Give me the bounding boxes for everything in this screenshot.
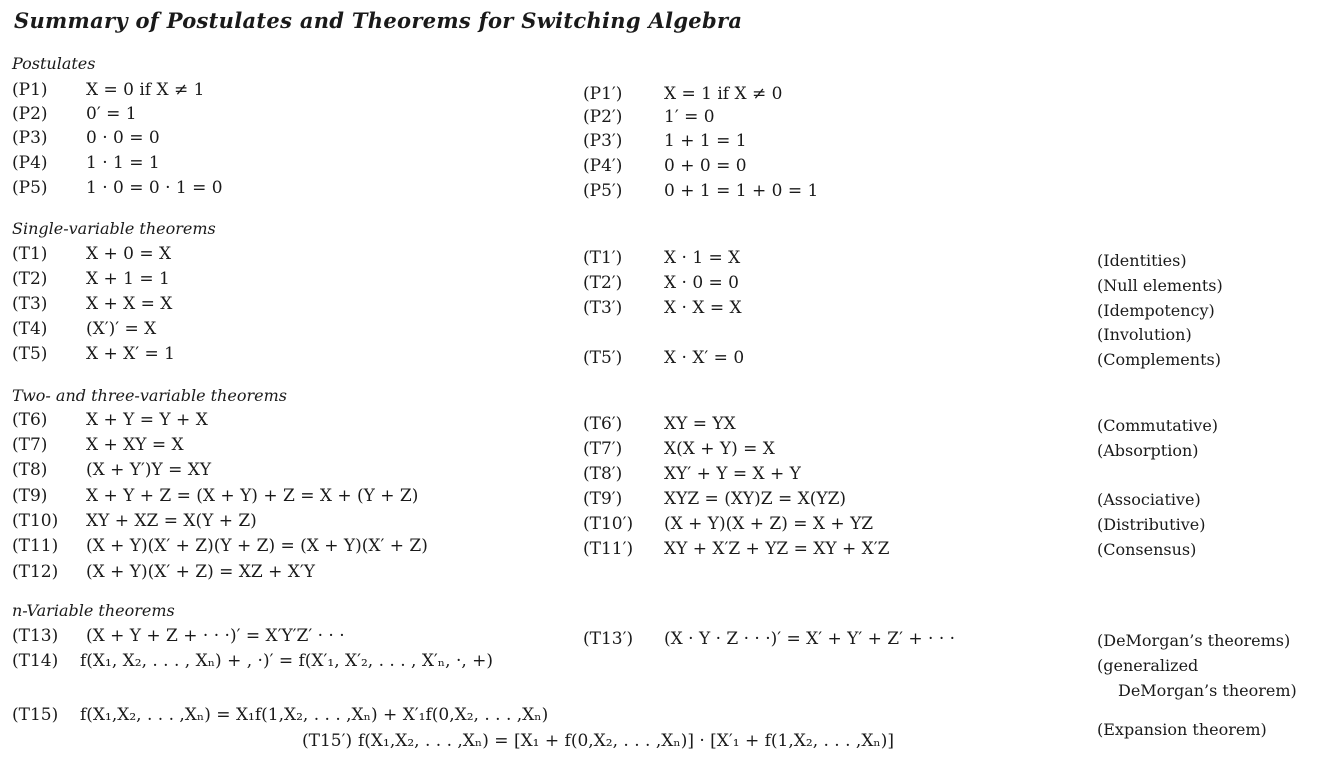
section-heading-two-three-variable: Two- and three-variable theorems xyxy=(12,386,287,405)
theorem-label: (T4) xyxy=(12,319,48,339)
theorem-dual-label: (T11′) xyxy=(583,539,634,559)
theorem-dual-label: (T10′) xyxy=(583,514,634,534)
postulate-label: (P5) xyxy=(12,178,48,198)
theorem-equation: X + 1 = 1 xyxy=(86,269,170,289)
theorem-dual-equation: XY = YX xyxy=(664,414,736,434)
theorem-dual-equation: XY′ + Y = X + Y xyxy=(664,464,801,484)
section-heading-postulates: Postulates xyxy=(12,54,96,73)
theorem-label: (T5) xyxy=(12,344,48,364)
theorem-name: (DeMorgan’s theorems) xyxy=(1097,631,1291,650)
theorem-dual-label: (T2′) xyxy=(583,273,623,293)
theorem-equation: X + Y + Z = (X + Y) + Z = X + (Y + Z) xyxy=(86,486,419,506)
theorem-label: (T11) xyxy=(12,536,59,556)
theorem-name: (Expansion theorem) xyxy=(1097,720,1267,739)
theorem-equation: X + X = X xyxy=(86,294,173,314)
theorem-dual-equation: (X · Y · Z · · ·)′ = X′ + Y′ + Z′ + · · · xyxy=(664,629,956,649)
theorem-dual-label: (T15′) xyxy=(302,731,353,751)
postulate-equation: 1 · 1 = 1 xyxy=(86,153,160,173)
theorem-label: (T9) xyxy=(12,486,48,506)
theorem-label: (T3) xyxy=(12,294,48,314)
theorem-equation: XY + XZ = X(Y + Z) xyxy=(86,511,257,531)
postulate-label: (P2) xyxy=(12,104,48,124)
theorem-equation: (X′)′ = X xyxy=(86,319,157,339)
theorem-name: (Null elements) xyxy=(1097,276,1223,295)
postulate-label: (P4) xyxy=(12,153,48,173)
theorem-label: (T13) xyxy=(12,626,59,646)
theorem-name: (Distributive) xyxy=(1097,515,1206,534)
theorem-name: (Consensus) xyxy=(1097,540,1197,559)
theorem-equation: X + X′ = 1 xyxy=(86,344,175,364)
page-title: Summary of Postulates and Theorems for Switching Algebra xyxy=(14,8,743,33)
postulate-dual-equation: 0 + 1 = 1 + 0 = 1 xyxy=(664,181,819,201)
postulate-equation: 1 · 0 = 0 · 1 = 0 xyxy=(86,178,223,198)
theorem-dual-label: (T7′) xyxy=(583,439,623,459)
postulate-dual-label: (P5′) xyxy=(583,181,623,201)
theorem-name: (Identities) xyxy=(1097,251,1187,270)
theorem-name: (generalized xyxy=(1097,656,1199,675)
theorem-label: (T8) xyxy=(12,460,48,480)
theorem-dual-equation: X · X′ = 0 xyxy=(664,348,745,368)
theorem-dual-equation: (X + Y)(X + Z) = X + YZ xyxy=(664,514,874,534)
theorem-name: (Idempotency) xyxy=(1097,301,1215,320)
theorem-dual-equation: XY + X′Z + YZ = XY + X′Z xyxy=(664,539,890,559)
postulate-dual-label: (P2′) xyxy=(583,107,623,127)
theorem-name: (Associative) xyxy=(1097,490,1201,509)
postulate-dual-label: (P3′) xyxy=(583,131,623,151)
theorem-equation: X + XY = X xyxy=(86,435,184,455)
postulate-dual-equation: 0 + 0 = 0 xyxy=(664,156,747,176)
theorem-label: (T7) xyxy=(12,435,48,455)
theorem-label: (T15) xyxy=(12,705,59,725)
theorem-dual-label: (T13′) xyxy=(583,629,634,649)
theorem-name: (Commutative) xyxy=(1097,416,1219,435)
postulate-label: (P1) xyxy=(12,80,48,100)
theorem-label: (T1) xyxy=(12,244,48,264)
theorem-dual-label: (T5′) xyxy=(583,348,623,368)
theorem-name: (Complements) xyxy=(1097,350,1221,369)
theorem-dual-equation: X · 1 = X xyxy=(664,248,741,268)
theorem-dual-equation: XYZ = (XY)Z = X(YZ) xyxy=(664,489,847,509)
theorem-label: (T14) xyxy=(12,651,59,671)
theorem-dual-equation: X · X = X xyxy=(664,298,742,318)
theorem-dual-label: (T6′) xyxy=(583,414,623,434)
theorem-label: (T2) xyxy=(12,269,48,289)
theorem-equation: f(X₁, X₂, . . . , Xₙ) + , ·)′ = f(X′₁, X′₂, . . . , X′ₙ, ·, +) xyxy=(80,651,494,671)
section-heading-n-variable: n-Variable theorems xyxy=(12,601,175,620)
theorem-equation: (X + Y + Z + · · ·)′ = X′Y′Z′ · · · xyxy=(86,626,345,646)
theorem-dual-equation: X(X + Y) = X xyxy=(664,439,775,459)
postulate-dual-equation: 1 + 1 = 1 xyxy=(664,131,747,151)
theorem-dual-label: (T3′) xyxy=(583,298,623,318)
theorem-name: (Absorption) xyxy=(1097,441,1199,460)
theorem-dual-label: (T9′) xyxy=(583,489,623,509)
postulate-dual-label: (P4′) xyxy=(583,156,623,176)
theorem-dual-label: (T8′) xyxy=(583,464,623,484)
theorem-equation: f(X₁,X₂, . . . ,Xₙ) = X₁f(1,X₂, . . . ,Xₙ) + X′₁f(0,X₂, . . . ,Xₙ) xyxy=(80,705,549,725)
theorem-equation: (X + Y)(X′ + Z) = XZ + X′Y xyxy=(86,562,315,582)
theorem-dual-equation: X · 0 = 0 xyxy=(664,273,739,293)
postulate-equation: 0′ = 1 xyxy=(86,104,137,124)
postulate-dual-equation: X = 1 if X ≠ 0 xyxy=(664,84,783,104)
theorem-label: (T12) xyxy=(12,562,59,582)
theorem-equation: (X + Y)(X′ + Z)(Y + Z) = (X + Y)(X′ + Z) xyxy=(86,536,428,556)
theorem-equation: X + 0 = X xyxy=(86,244,172,264)
theorem-dual-label: (T1′) xyxy=(583,248,623,268)
theorem-name: (Involution) xyxy=(1097,325,1192,344)
theorem-label: (T6) xyxy=(12,410,48,430)
postulate-label: (P3) xyxy=(12,128,48,148)
theorem-name-continued: DeMorgan’s theorem) xyxy=(1118,681,1297,700)
theorem-equation: (X + Y′)Y = XY xyxy=(86,460,212,480)
postulate-equation: 0 · 0 = 0 xyxy=(86,128,160,148)
section-heading-single-variable: Single-variable theorems xyxy=(12,219,216,238)
theorem-label: (T10) xyxy=(12,511,59,531)
postulate-dual-label: (P1′) xyxy=(583,84,623,104)
theorem-equation: X + Y = Y + X xyxy=(86,410,208,430)
postulate-dual-equation: 1′ = 0 xyxy=(664,107,715,127)
theorem-dual-equation: f(X₁,X₂, . . . ,Xₙ) = [X₁ + f(0,X₂, . . . ,Xₙ)] · [X′₁ + f(1,X₂, . . . ,Xₙ)] xyxy=(358,731,895,751)
postulate-equation: X = 0 if X ≠ 1 xyxy=(86,80,205,100)
